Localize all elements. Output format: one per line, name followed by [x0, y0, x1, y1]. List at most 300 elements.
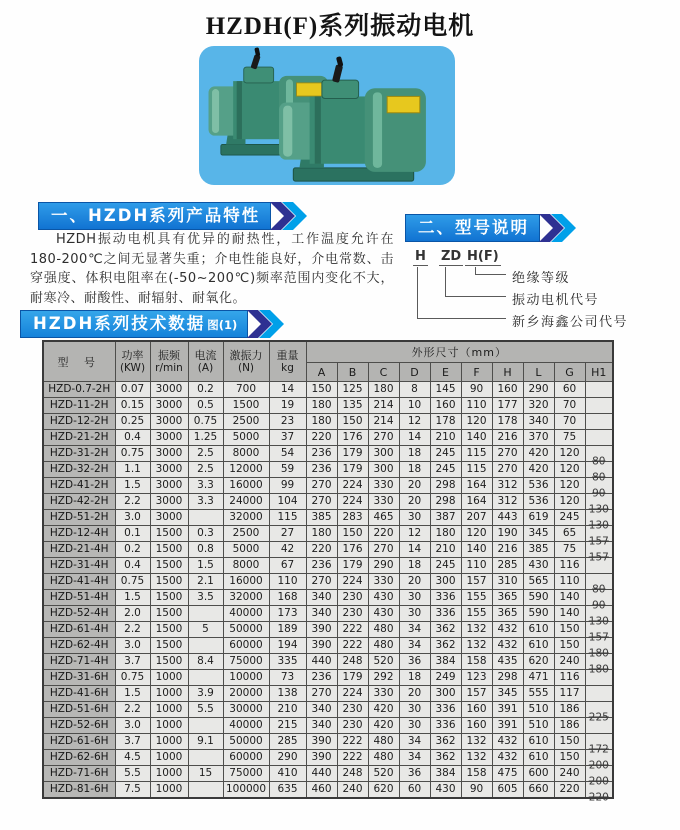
data-cell: 155 — [461, 606, 492, 622]
data-cell: 54 — [269, 446, 306, 462]
data-cell: 330 — [368, 686, 399, 702]
data-cell: 116 — [554, 670, 585, 686]
data-cell: 345 — [492, 686, 523, 702]
data-cell: 115 — [461, 446, 492, 462]
data-cell: 8.4 — [188, 654, 223, 670]
data-cell: 270 — [306, 494, 337, 510]
data-cell: 216 — [492, 430, 523, 446]
data-cell: 432 — [492, 734, 523, 750]
table-row — [43, 494, 613, 510]
data-cell: 150 — [554, 750, 585, 766]
data-cell: 40000 — [223, 606, 269, 622]
data-cell: 1.1 — [115, 462, 150, 478]
col-dim-d: D — [399, 363, 430, 382]
data-cell: 160 — [461, 718, 492, 734]
data-cell: 0.4 — [115, 558, 150, 574]
data-cell: 19 — [269, 398, 306, 414]
data-cell: 216 — [492, 542, 523, 558]
model-cell: HZD-31-4H — [43, 558, 115, 574]
model-cell: HZD-52-4H — [43, 606, 115, 622]
table-row — [43, 414, 613, 430]
col-dim-h1: H1 — [585, 363, 613, 382]
data-cell: 132 — [461, 734, 492, 750]
data-cell: 120 — [554, 462, 585, 478]
model-cell: HZD-32-2H — [43, 462, 115, 478]
data-cell: 340 — [306, 606, 337, 622]
data-cell: 1500 — [150, 558, 188, 574]
data-cell: 160 — [492, 382, 523, 398]
data-cell: 3.5 — [188, 590, 223, 606]
data-cell: 220 — [306, 430, 337, 446]
data-cell: 1000 — [150, 670, 188, 686]
data-cell: 420 — [523, 462, 554, 478]
data-cell: 9.1 — [188, 734, 223, 750]
data-cell: 30 — [399, 510, 430, 526]
data-cell: 186 — [554, 718, 585, 734]
data-cell: 220 — [368, 526, 399, 542]
data-cell: 120 — [461, 526, 492, 542]
data-cell: 270 — [306, 478, 337, 494]
h1-cell — [585, 446, 613, 468]
data-cell: 100000 — [223, 782, 269, 799]
data-cell: 1000 — [150, 686, 188, 702]
data-cell: 1.5 — [188, 558, 223, 574]
data-cell: 23 — [269, 414, 306, 430]
data-cell: 12000 — [223, 462, 269, 478]
model-cell: HZD-41-4H — [43, 574, 115, 590]
data-cell: 2.5 — [188, 462, 223, 478]
model-cell: HZD-71-4H — [43, 654, 115, 670]
table-row — [43, 750, 613, 766]
h1-straddle-value: 90 — [592, 599, 606, 612]
data-cell: 224 — [337, 494, 368, 510]
data-cell: 1500 — [150, 574, 188, 590]
data-cell: 110 — [461, 398, 492, 414]
data-cell: 16000 — [223, 478, 269, 494]
data-cell: 335 — [269, 654, 306, 670]
data-cell: 230 — [337, 590, 368, 606]
data-cell: 140 — [554, 606, 585, 622]
data-cell: 14 — [269, 382, 306, 398]
data-cell: 336 — [430, 718, 461, 734]
data-cell: 245 — [554, 510, 585, 526]
h1-straddle-value: 157 — [588, 551, 609, 564]
model-cell: HZD-52-6H — [43, 718, 115, 734]
data-cell: 440 — [306, 654, 337, 670]
h1-cell — [585, 750, 613, 772]
h1-straddle-value: 130 — [588, 615, 609, 628]
data-cell: 42 — [269, 542, 306, 558]
h1-cell — [585, 782, 613, 804]
data-cell — [188, 718, 223, 734]
data-cell: 3.0 — [115, 718, 150, 734]
data-cell: 14 — [399, 542, 430, 558]
h1-cell — [585, 606, 613, 628]
model-cell: HZD-31-2H — [43, 446, 115, 462]
vibration-motor-image — [199, 46, 455, 185]
data-cell: 2.5 — [188, 446, 223, 462]
data-cell: 365 — [492, 590, 523, 606]
data-cell: 27 — [269, 526, 306, 542]
tech-banner-label: HZDH系列技术数据 — [33, 314, 206, 333]
data-cell: 365 — [492, 606, 523, 622]
data-cell: 222 — [337, 622, 368, 638]
data-cell: 125 — [337, 382, 368, 398]
h1-cell — [585, 542, 613, 564]
data-cell: 24000 — [223, 494, 269, 510]
col-dim-g: G — [554, 363, 585, 382]
data-cell: 300 — [430, 574, 461, 590]
data-cell: 2500 — [223, 526, 269, 542]
h1-cell — [585, 558, 613, 574]
data-cell: 90 — [461, 382, 492, 398]
data-cell: 1000 — [150, 702, 188, 718]
data-cell: 168 — [269, 590, 306, 606]
data-cell: 160 — [430, 398, 461, 414]
data-cell: 3.7 — [115, 654, 150, 670]
data-cell: 245 — [430, 446, 461, 462]
data-cell: 536 — [523, 478, 554, 494]
data-cell: 1000 — [150, 750, 188, 766]
data-cell: 150 — [554, 734, 585, 750]
data-cell: 3000 — [150, 382, 188, 398]
data-cell: 600 — [523, 766, 554, 782]
data-cell: 104 — [269, 494, 306, 510]
data-cell: 120 — [554, 478, 585, 494]
data-cell: 270 — [306, 574, 337, 590]
model-cell: HZD-12-4H — [43, 526, 115, 542]
h1-cell — [585, 478, 613, 500]
data-cell: 173 — [269, 606, 306, 622]
data-cell: 480 — [368, 622, 399, 638]
data-cell: 270 — [368, 542, 399, 558]
table-row — [43, 430, 613, 446]
data-cell: 15 — [188, 766, 223, 782]
h1-cell — [585, 430, 613, 446]
data-cell: 222 — [337, 734, 368, 750]
data-cell: 2.0 — [115, 606, 150, 622]
h1-straddle-value: 220 — [588, 791, 609, 804]
data-cell: 132 — [461, 622, 492, 638]
data-cell: 3.7 — [115, 734, 150, 750]
h1-straddle-value: 90 — [592, 487, 606, 500]
table-row — [43, 478, 613, 494]
data-cell: 390 — [306, 734, 337, 750]
data-cell: 110 — [269, 574, 306, 590]
data-cell: 0.2 — [188, 382, 223, 398]
col-dim-b: B — [337, 363, 368, 382]
data-cell: 236 — [306, 558, 337, 574]
data-cell: 210 — [430, 542, 461, 558]
data-cell: 1500 — [150, 622, 188, 638]
data-cell: 157 — [461, 686, 492, 702]
data-cell: 1.5 — [115, 478, 150, 494]
data-cell: 475 — [492, 766, 523, 782]
data-cell: 1000 — [150, 734, 188, 750]
data-cell: 140 — [461, 542, 492, 558]
data-cell: 75000 — [223, 766, 269, 782]
data-cell: 150 — [337, 414, 368, 430]
tech-data-banner — [20, 310, 289, 338]
data-cell: 610 — [523, 622, 554, 638]
features-paragraph: HZDH振动电机具有优异的耐热性，工作温度允许在180-200℃之间无显著失重；介电性能良好，介电常数、击穿强度、体积电阻率在(-50~200℃)频率范围内变化不大，耐寒冷、耐酸性、耐辐射、耐氧化。 — [30, 232, 394, 306]
data-cell: 1.5 — [115, 686, 150, 702]
data-cell: 336 — [430, 702, 461, 718]
data-cell: 1500 — [150, 590, 188, 606]
data-cell: 3000 — [150, 510, 188, 526]
data-cell: 510 — [523, 702, 554, 718]
model-cell: HZD-51-4H — [43, 590, 115, 606]
model-code-diagram — [405, 246, 675, 331]
data-cell: 300 — [368, 462, 399, 478]
data-cell: 3.9 — [188, 686, 223, 702]
data-cell: 36 — [399, 654, 430, 670]
h1-straddle-value: 80 — [592, 583, 606, 596]
h1-cell — [585, 574, 613, 596]
h1-cell — [585, 702, 613, 724]
data-cell: 298 — [430, 478, 461, 494]
col-dim-a: A — [306, 363, 337, 382]
data-cell: 312 — [492, 494, 523, 510]
data-cell: 2.2 — [115, 622, 150, 638]
data-cell: 610 — [523, 750, 554, 766]
data-cell: 180 — [306, 526, 337, 542]
data-cell: 270 — [492, 446, 523, 462]
data-cell: 270 — [368, 430, 399, 446]
data-cell: 0.5 — [188, 398, 223, 414]
data-cell: 340 — [306, 590, 337, 606]
col-dim-h: H — [492, 363, 523, 382]
h1-cell — [585, 766, 613, 788]
col-dimensions-group: 外形尺寸（mm） — [306, 341, 613, 363]
model-cell: HZD-71-6H — [43, 766, 115, 782]
h1-straddle-value: 130 — [588, 503, 609, 516]
data-cell: 73 — [269, 670, 306, 686]
data-cell: 443 — [492, 510, 523, 526]
data-cell: 36 — [399, 766, 430, 782]
h1-straddle-value: 80 — [592, 471, 606, 484]
data-cell: 5.5 — [188, 702, 223, 718]
data-cell: 179 — [337, 558, 368, 574]
data-cell: 59 — [269, 462, 306, 478]
data-cell: 140 — [554, 590, 585, 606]
data-cell: 190 — [492, 526, 523, 542]
data-cell: 283 — [337, 510, 368, 526]
data-cell: 123 — [461, 670, 492, 686]
data-cell: 610 — [523, 734, 554, 750]
data-cell: 370 — [523, 430, 554, 446]
data-cell: 37 — [269, 430, 306, 446]
data-cell: 210 — [269, 702, 306, 718]
data-cell: 270 — [306, 686, 337, 702]
data-cell: 605 — [492, 782, 523, 799]
data-cell: 610 — [523, 638, 554, 654]
data-cell: 565 — [523, 574, 554, 590]
data-cell: 8 — [399, 382, 430, 398]
data-cell: 2500 — [223, 414, 269, 430]
data-cell: 5.5 — [115, 766, 150, 782]
data-cell: 65 — [554, 526, 585, 542]
model-cell: HZD-62-6H — [43, 750, 115, 766]
data-cell: 8000 — [223, 558, 269, 574]
data-cell: 391 — [492, 718, 523, 734]
data-cell: 430 — [430, 782, 461, 799]
data-cell: 480 — [368, 750, 399, 766]
data-cell: 222 — [337, 750, 368, 766]
data-cell: 410 — [269, 766, 306, 782]
data-cell: 330 — [368, 478, 399, 494]
data-cell: 132 — [461, 750, 492, 766]
diagram-line — [445, 267, 446, 296]
data-cell: 245 — [430, 462, 461, 478]
data-cell: 30 — [399, 702, 430, 718]
label-motor-code: 振动电机代号 — [512, 293, 600, 308]
data-cell: 0.75 — [115, 574, 150, 590]
data-cell: 30 — [399, 590, 430, 606]
col-excitation-force: 激振力 (N) — [223, 341, 269, 382]
data-cell: 132 — [461, 638, 492, 654]
data-cell: 157 — [461, 574, 492, 590]
diagram-line — [475, 274, 506, 275]
data-cell: 178 — [492, 414, 523, 430]
data-cell: 385 — [306, 510, 337, 526]
data-cell: 1000 — [150, 718, 188, 734]
data-cell: 0.2 — [115, 542, 150, 558]
col-current: 电流 (A) — [188, 341, 223, 382]
model-cell: HZD-21-4H — [43, 542, 115, 558]
h1-straddle-value: 180 — [588, 647, 609, 660]
table-row — [43, 734, 613, 750]
data-cell: 590 — [523, 590, 554, 606]
data-cell: 194 — [269, 638, 306, 654]
h1-cell — [585, 462, 613, 484]
table-row — [43, 574, 613, 590]
data-cell: 99 — [269, 478, 306, 494]
data-cell: 18 — [399, 558, 430, 574]
data-cell: 465 — [368, 510, 399, 526]
data-cell: 34 — [399, 622, 430, 638]
data-cell: 186 — [554, 702, 585, 718]
data-cell: 635 — [269, 782, 306, 799]
tech-table-body — [43, 382, 613, 804]
data-cell: 1500 — [223, 398, 269, 414]
data-cell: 155 — [461, 590, 492, 606]
data-cell: 158 — [461, 654, 492, 670]
data-cell: 164 — [461, 494, 492, 510]
data-cell: 30 — [399, 718, 430, 734]
label-company-code: 新乡海鑫公司代号 — [512, 315, 629, 330]
data-cell: 60 — [399, 782, 430, 799]
data-cell: 18 — [399, 462, 430, 478]
data-cell: 1000 — [150, 782, 188, 799]
data-cell — [188, 510, 223, 526]
h1-cell — [585, 590, 613, 612]
data-cell: 385 — [523, 542, 554, 558]
data-cell: 220 — [306, 542, 337, 558]
label-insulation-class: 绝缘等级 — [512, 271, 571, 286]
page-title: HZDH(F)系列振动电机 — [205, 13, 475, 40]
h1-cell — [585, 510, 613, 532]
data-cell: 115 — [269, 510, 306, 526]
data-cell: 210 — [430, 430, 461, 446]
data-cell: 471 — [523, 670, 554, 686]
table-row — [43, 558, 613, 574]
data-cell: 520 — [368, 654, 399, 670]
data-cell: 3.0 — [115, 510, 150, 526]
data-cell: 290 — [523, 382, 554, 398]
h1-cell — [585, 622, 613, 644]
h1-cell — [585, 686, 613, 702]
model-cell: HZD-61-4H — [43, 622, 115, 638]
model-cell: HZD-51-2H — [43, 510, 115, 526]
model-cell: HZD-12-2H — [43, 414, 115, 430]
h1-straddle-value: 225 — [588, 711, 609, 724]
model-cell: HZD-51-6H — [43, 702, 115, 718]
data-cell: 160 — [461, 702, 492, 718]
diagram-line — [417, 318, 506, 319]
h1-straddle-value: 157 — [588, 535, 609, 548]
data-cell: 3000 — [150, 430, 188, 446]
data-cell: 32000 — [223, 590, 269, 606]
data-cell: 285 — [492, 558, 523, 574]
data-cell: 240 — [337, 782, 368, 799]
data-cell: 180 — [306, 398, 337, 414]
data-cell: 180 — [430, 526, 461, 542]
data-cell: 480 — [368, 638, 399, 654]
data-cell: 340 — [306, 718, 337, 734]
data-cell: 0.75 — [115, 446, 150, 462]
data-cell: 60000 — [223, 750, 269, 766]
data-cell: 236 — [306, 670, 337, 686]
model-code-insulation: H(F) — [467, 249, 499, 264]
data-cell: 290 — [269, 750, 306, 766]
model-cell: HZD-61-6H — [43, 734, 115, 750]
data-cell: 189 — [269, 622, 306, 638]
data-cell: 10 — [399, 398, 430, 414]
data-cell: 3000 — [150, 446, 188, 462]
data-cell: 20000 — [223, 686, 269, 702]
data-cell: 340 — [523, 414, 554, 430]
data-cell: 620 — [523, 654, 554, 670]
data-cell: 249 — [430, 670, 461, 686]
data-cell: 180 — [306, 414, 337, 430]
data-cell: 536 — [523, 494, 554, 510]
data-cell: 5 — [188, 622, 223, 638]
data-cell: 224 — [337, 478, 368, 494]
data-cell: 5000 — [223, 430, 269, 446]
data-cell: 120 — [554, 446, 585, 462]
h1-cell — [585, 718, 613, 734]
data-cell: 345 — [523, 526, 554, 542]
data-cell: 180 — [368, 382, 399, 398]
data-cell — [188, 606, 223, 622]
chevron-double-icon — [539, 214, 581, 242]
data-cell: 440 — [306, 766, 337, 782]
data-cell: 220 — [554, 782, 585, 799]
data-cell: 1500 — [150, 638, 188, 654]
data-cell: 230 — [337, 606, 368, 622]
data-cell: 34 — [399, 734, 430, 750]
data-cell: 116 — [554, 558, 585, 574]
h1-straddle-value: 200 — [588, 759, 609, 772]
data-cell: 430 — [523, 558, 554, 574]
data-cell: 0.1 — [115, 526, 150, 542]
data-cell: 222 — [337, 638, 368, 654]
data-cell: 300 — [368, 446, 399, 462]
data-cell: 236 — [306, 462, 337, 478]
col-model: 型 号 — [43, 341, 115, 382]
col-dim-c: C — [368, 363, 399, 382]
